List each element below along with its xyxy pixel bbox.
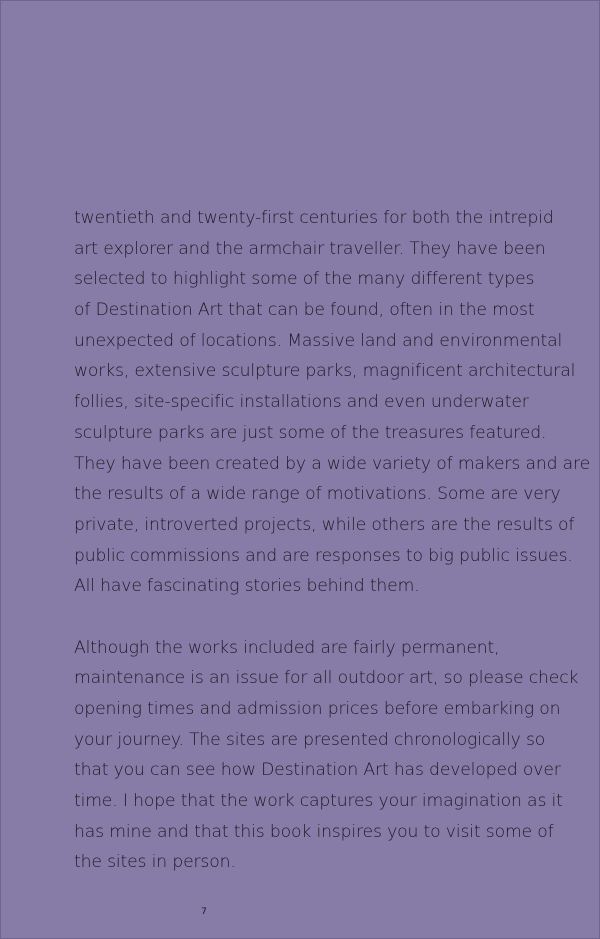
text-line: selected to highlight some of the many different types xyxy=(74,269,535,290)
text-line: follies, site-specific installations and even underwater xyxy=(74,392,529,413)
text-line: maintenance is an issue for all outdoor art, so please check xyxy=(74,668,579,689)
text-line: unexpected of locations. Massive land and environmental xyxy=(74,330,563,351)
text-line: of Destination Art that can be found, often in the most xyxy=(74,300,535,321)
text-line: twentieth and twenty-first centuries for both the intrepid xyxy=(74,208,554,228)
text-line: art explorer and the armchair traveller. They have been xyxy=(74,238,546,259)
text-line: your journey. The sites are presented chronologically so xyxy=(74,729,546,750)
text-line: public commissions and are responses to big public issues. xyxy=(74,545,573,566)
text-line: works, extensive sculpture parks, magnificent architectural xyxy=(74,361,576,382)
paragraph-2 xyxy=(74,633,579,879)
text-line: All have fascinating stories behind them. xyxy=(74,576,420,597)
paragraph-gap xyxy=(74,602,579,633)
text-line: the results of a wide range of motivations. Some are very xyxy=(74,484,561,505)
text-line: time. I hope that the work captures your imagination as it xyxy=(74,791,563,812)
text-line: They have been created by a wide variety of makers and are xyxy=(74,453,590,474)
text-line: the sites in person. xyxy=(74,852,236,873)
text-line: sculpture parks are just some of the treasures featured. xyxy=(74,422,547,443)
text-line: that you can see how Destination Art has developed over xyxy=(74,760,561,781)
text-line: private, introverted projects, while others are the results of xyxy=(74,514,575,535)
paragraph-1 xyxy=(74,203,590,602)
text-line: Although the works included are fairly permanent, xyxy=(74,637,500,658)
text-line: opening times and admission prices before embarking on xyxy=(74,699,561,719)
body-text xyxy=(74,203,590,878)
page-number: 7 xyxy=(201,907,207,917)
text-line: has mine and that this book inspires you to visit some of xyxy=(74,821,554,842)
